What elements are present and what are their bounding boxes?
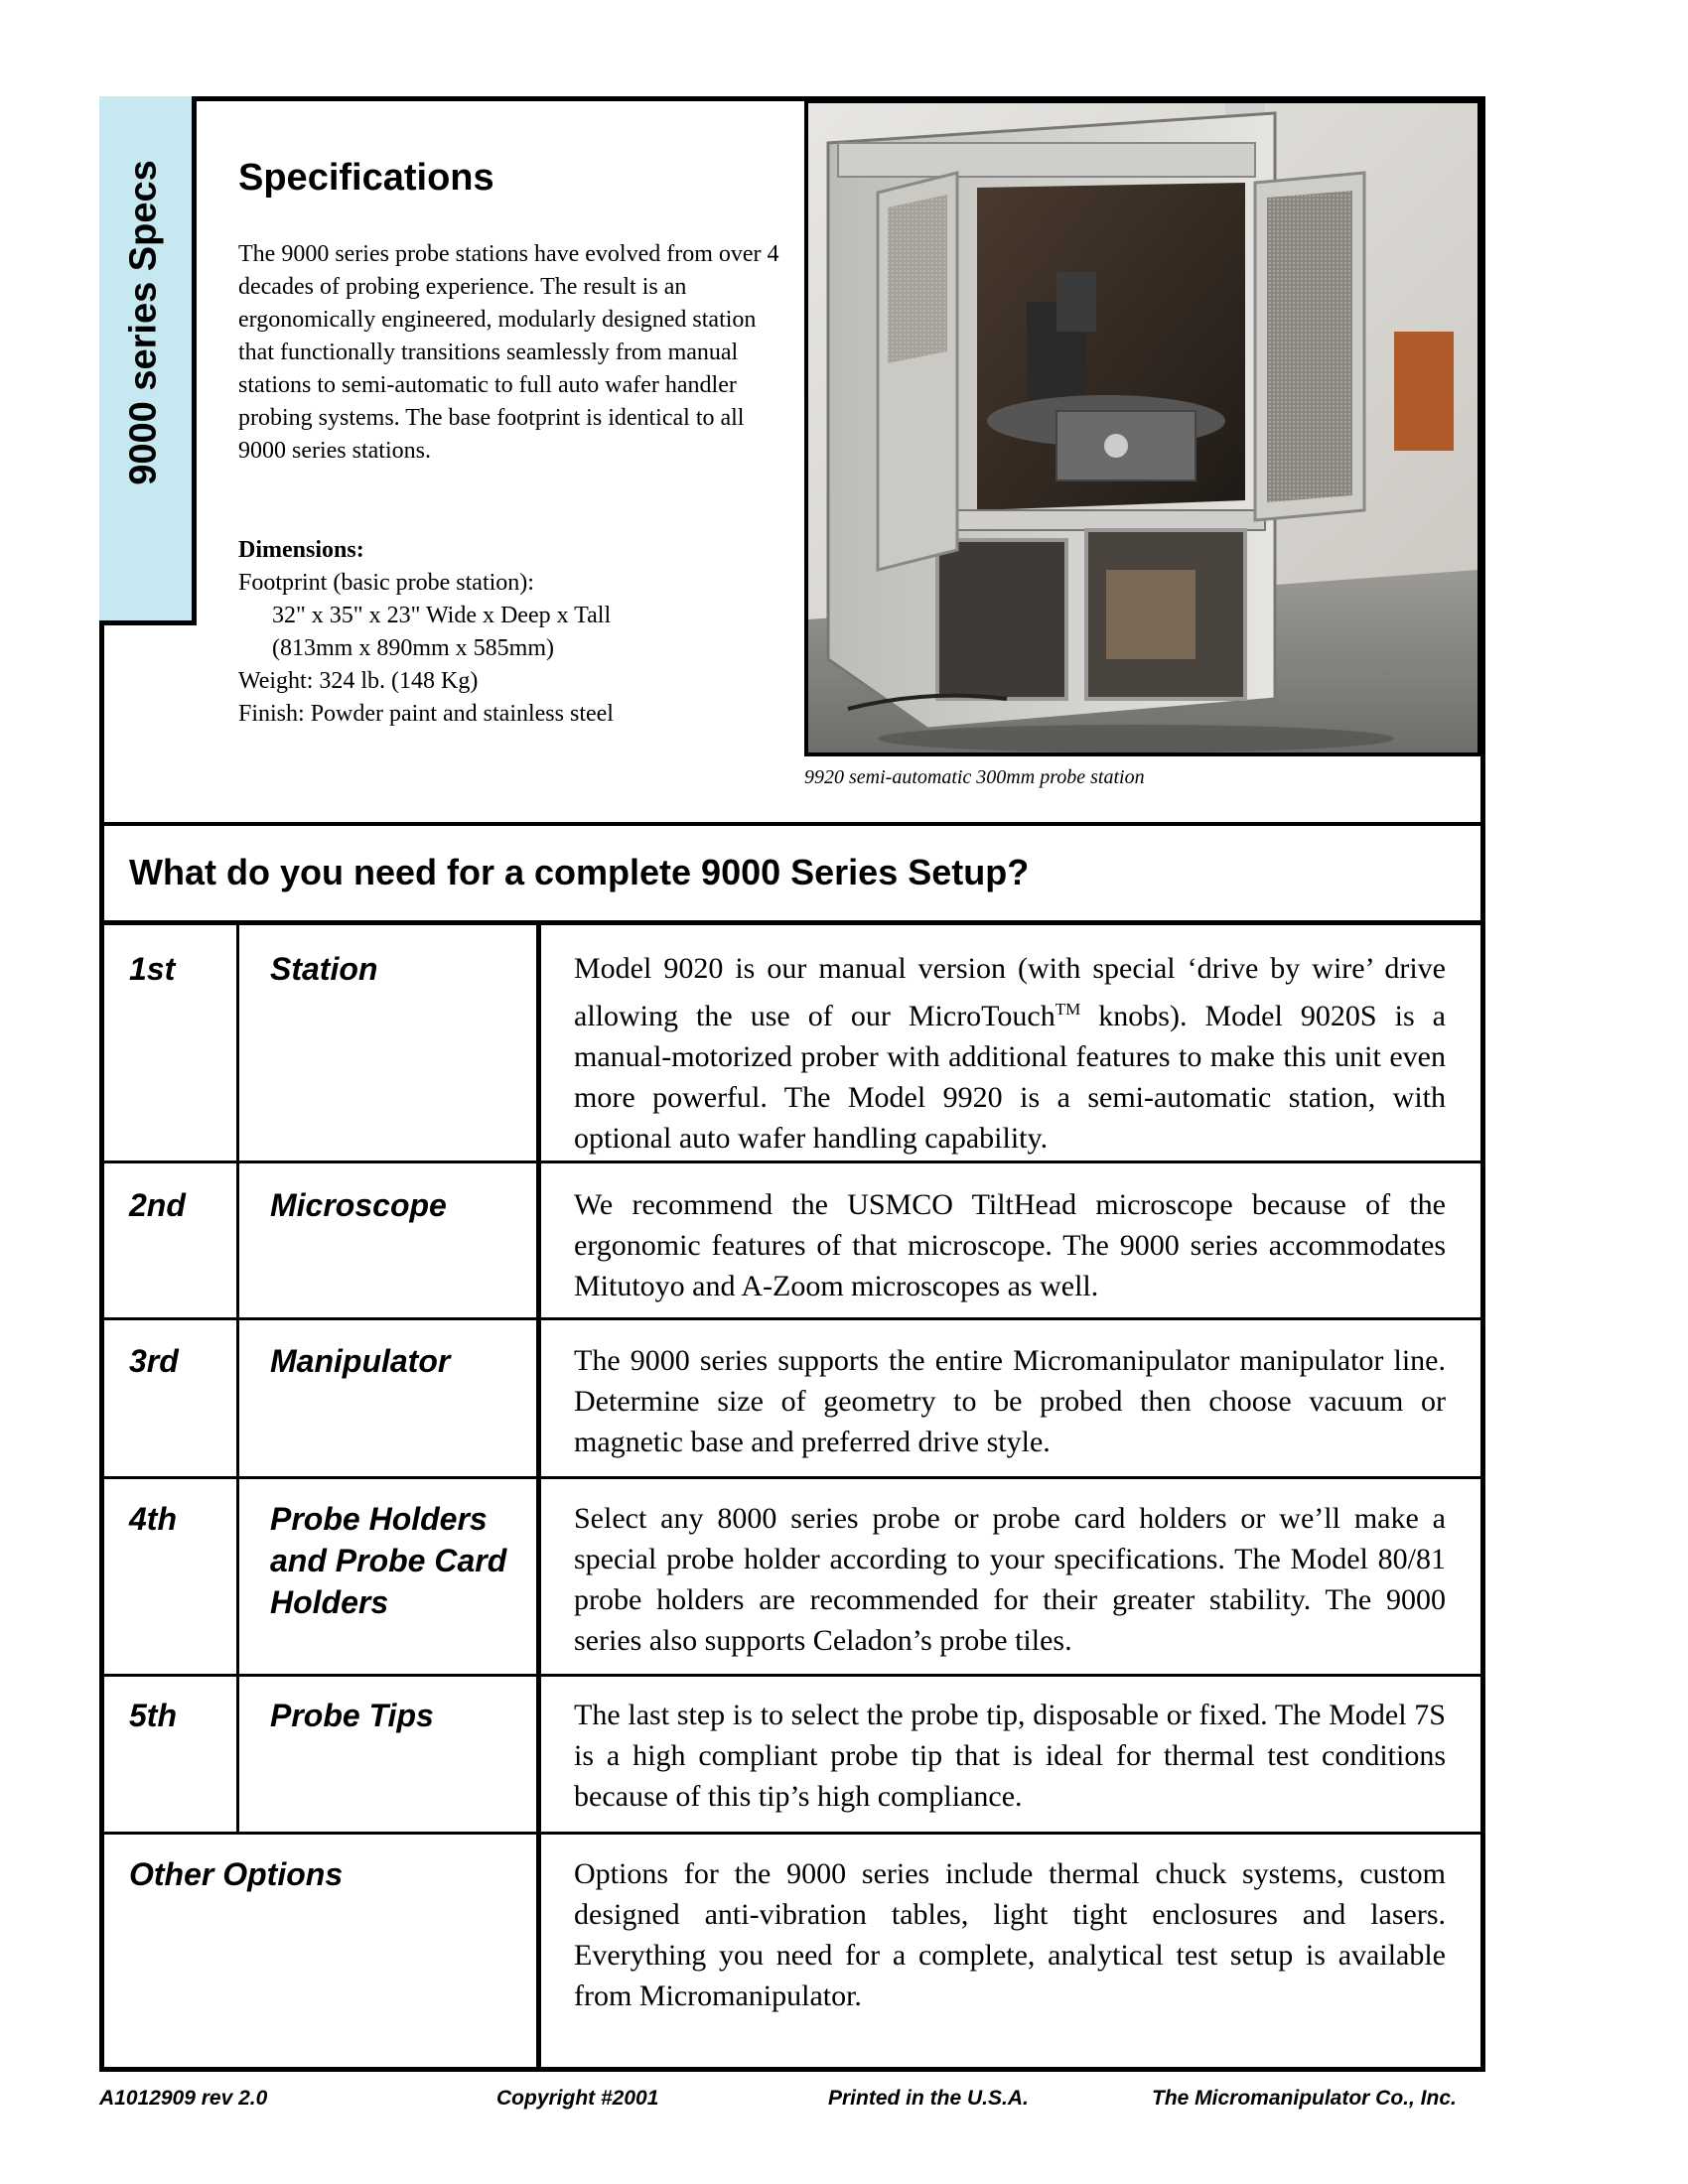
step-description-part-a: Model 9020 is our manual version (with special ‘drive by wire’ drive allowing the use of our MicroTouch [574,952,1446,1032]
probe-station-illustration [808,103,1477,752]
dimensions-block [238,534,614,731]
footprint-imperial: 32" x 35" x 23" Wide x Deep x Tall [272,603,612,628]
step-description: The 9000 series supports the entire Micromanipulator manipulator line. Determine size of geometry to be probed then choose vacuum or magnetic base and preferred drive style. [574,1344,1446,1458]
footer-company: The Micromanipulator Co., Inc. [1152,2087,1457,2110]
setup-title: What do you need for a complete 9000 Series Setup? [129,852,1030,892]
step-number: 3rd [129,1343,179,1379]
step-number: 5th [129,1698,177,1733]
footer-copyright: Copyright #2001 [496,2087,659,2110]
footer-doc-id: A1012909 rev 2.0 [99,2087,268,2110]
rule-row-4 [99,1674,1485,1677]
rule-col-1 [236,923,239,1834]
step-name: Microscope [270,1187,447,1223]
rule-row-3 [99,1476,1485,1479]
step-description: Select any 8000 series probe or probe card holders or we’ll make a special probe holder according to your specifications. The Model 80/81 probe holders are recommended for their greater stability. The 9000 series also supports Celadon’s probe tiles. [574,1502,1446,1657]
other-options-description: Options for the 9000 series include thermal chuck systems, custom designed anti-vibration tables, light tight enclosures and lasers. Everything you need for a complete, analytical test setup is available from Micromanipulator. [574,1857,1446,2012]
step-name: Probe Tips [270,1698,434,1733]
step-description: The last step is to select the probe tip, disposable or fixed. The Model 7S is a high compliant probe tip that is ideal for thermal test conditions because of this tip’s high compliance. [574,1699,1446,1813]
footer-printed: Printed in the U.S.A. [828,2087,1029,2110]
photo-caption: 9920 semi-automatic 300mm probe station [804,766,1145,788]
step-number: 1st [129,951,176,987]
specifications-title: Specifications [238,157,494,199]
other-options-label: Other Options [129,1856,344,1892]
rule-row-2 [99,1317,1485,1320]
rule-top-setup [99,822,1485,826]
dimensions-heading: Dimensions: [238,537,364,563]
footprint-metric: (813mm x 890mm x 585mm) [272,635,554,661]
side-tab-label: 9000 series Specs [122,160,165,485]
rule-row-1 [99,1160,1485,1163]
finish-value: Finish: Powder paint and stainless steel [238,701,614,727]
step-description-part-b: knobs). Model 9020S is a manual-motorized prober with additional features to make this unit even more powerful. The Model 9920 is a semi-automatic station, with optional auto wafer handling capability. [574,1000,1447,1155]
trademark-mark: TM [1055,1000,1081,1019]
rule-header-bottom [99,920,1485,925]
rule-row-5 [99,1832,1485,1835]
footprint-label: Footprint (basic probe station): [238,570,534,596]
step-name: Station [270,951,378,987]
step-number: 2nd [129,1187,186,1223]
specifications-text: The 9000 series probe stations have evolved from over 4 decades of probing experience. The result is an ergonomically engineered, modularly designed station that functionally transitions seamlessly from manual stations to semi-automatic to full auto wafer handler probing systems. The base footprint is identical to all 9000 series stations. [238,241,779,464]
step-description [574,948,1446,1159]
specifications-paragraph [238,238,794,468]
step-name: Manipulator [270,1343,451,1379]
step-name: Probe Holders and Probe Card Holders [270,1501,507,1620]
step-number: 4th [129,1501,177,1537]
step-description: We recommend the USMCO TiltHead microscope because of the ergonomic features of that microscope. The 9000 series accommodates Mitutoyo and A-Zoom microscopes as well. [574,1188,1446,1302]
probe-station-photo [804,99,1481,756]
weight-value: Weight: 324 lb. (148 Kg) [238,668,479,694]
